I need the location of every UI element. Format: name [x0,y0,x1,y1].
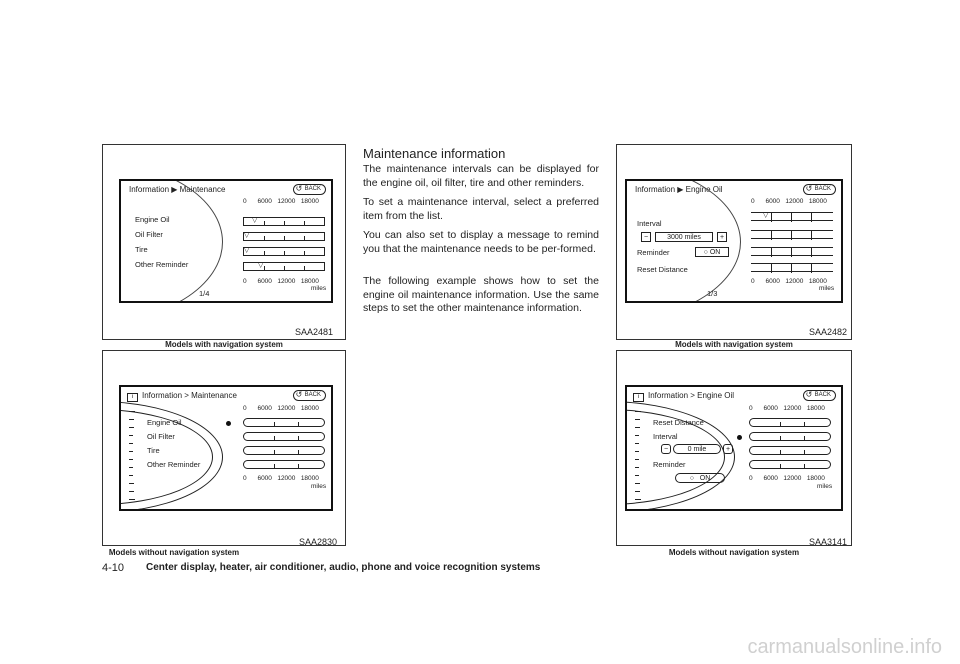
toggle-indicator-icon: ○ [703,249,708,256]
pointer-icon: ▽ [258,262,264,269]
scale-top: 0 6000 12000 18000 [751,198,827,205]
tire-bar [243,247,325,256]
paragraph-1: The maintenance intervals can be displayed for the engine oil, oil filter, tire and other reminders. [363,163,599,189]
screen-title: i Information > Engine Oil [633,391,734,402]
menu-item-tire[interactable]: Tire [135,245,148,254]
pointer-icon: ▽ [244,247,250,254]
screen-title: i Information > Maintenance [127,391,237,402]
engine-oil-bar [243,217,325,226]
page-indicator: 1/4 [199,289,210,298]
watermark: carmanualsonline.info [747,636,942,658]
reminder-label: Reminder [653,460,686,469]
back-button[interactable]: ↺ BACK [803,390,836,401]
pointer-icon: ▽ [763,212,769,219]
scale-top: 0 6000 12000 18000 [243,405,319,412]
reset-distance-item[interactable]: Reset Distance [637,265,688,274]
paragraph-2: To set a maintenance interval, select a preferred item from the list. [363,196,599,222]
reminder-toggle[interactable]: ○ ON [675,473,725,483]
page-indicator: 1/3 [707,289,718,298]
menu-item-oil-filter[interactable]: Oil Filter [135,230,163,239]
section-heading: Maintenance information [363,146,506,161]
interval-value: 3000 miles [655,232,713,242]
engine-oil-bar [243,418,325,427]
interval-bar [749,418,831,427]
selection-dot [737,435,742,440]
paragraph-3: You can also set to display a message to remind you that the maintenance needs to be per-formed. [363,229,599,255]
reminder-label: Reminder [637,248,670,257]
figure-maintenance-no-nav [102,350,346,557]
decrease-button[interactable]: − [661,444,671,454]
figure-engine-oil-no-nav [616,350,852,557]
scale-bottom: 0 6000 12000 18000 [243,278,319,285]
scale-top: 0 6000 12000 18000 [749,405,825,412]
display-screen [119,385,333,511]
scale-unit: miles [311,285,327,292]
back-button[interactable]: ↺ BACK [293,390,326,401]
figure-caption: Models with navigation system [675,340,793,349]
selection-dot [226,421,231,426]
paragraph-4: The following example shows how to set the engine oil maintenance information. Use the same steps to set the other maintenance information. [363,275,599,314]
interval-bar [749,432,831,441]
pointer-icon: ▽ [244,232,250,239]
increase-button[interactable]: + [723,444,733,454]
scale-unit: miles [311,483,327,490]
interval-bar [751,212,833,221]
tire-bar [243,446,325,455]
reminder-toggle[interactable]: ○ ON [695,247,729,257]
reset-distance-item[interactable]: Reset Distance [653,418,704,427]
menu-item-oil-filter[interactable]: Oil Filter [147,432,175,441]
interval-bar [749,446,831,455]
figure-code: SAA3141 [808,537,847,547]
interval-value: 0 mile [673,444,721,454]
figure-caption: Models without navigation system [108,548,240,557]
figure-code: SAA2481 [294,327,333,337]
interval-bar [749,460,831,469]
scale-bottom: 0 6000 12000 18000 [751,278,827,285]
menu-item-other-reminder[interactable]: Other Reminder [147,460,201,469]
figure-code: SAA2830 [298,537,337,547]
interval-bar [751,263,833,272]
menu-item-tire[interactable]: Tire [147,446,160,455]
figure-maintenance-nav [102,144,346,349]
chapter-title: Center display, heater, air conditioner, audio, phone and voice recognition systems [146,562,541,573]
interval-label: Interval [637,219,662,228]
menu-item-engine-oil[interactable]: Engine Oil [147,418,182,427]
figure-caption: Models with navigation system [165,340,283,349]
oil-filter-bar [243,232,325,241]
menu-item-engine-oil[interactable]: Engine Oil [135,215,170,224]
display-screen [625,385,843,511]
screen-title: Information ▶ Maintenance [129,185,226,194]
back-button[interactable]: ↺ BACK [293,184,326,195]
figure-code: SAA2482 [808,327,847,337]
page-number: 4-10 [102,562,125,574]
info-icon: i [633,393,644,402]
interval-bar [751,247,833,256]
menu-arc [119,179,226,303]
toggle-indicator-icon: ○ [689,475,694,482]
info-icon: i [127,393,138,402]
increase-button[interactable]: + [717,232,727,242]
scale-bottom: 0 6000 12000 18000 [243,475,319,482]
menu-item-other-reminder[interactable]: Other Reminder [135,260,189,269]
display-screen [119,179,333,303]
decrease-button[interactable]: − [641,232,651,242]
figure-caption: Models without navigation system [668,548,800,557]
screen-title: Information ▶ Engine Oil [635,185,723,194]
display-screen [625,179,843,303]
scale-top: 0 6000 12000 18000 [243,198,319,205]
figure-engine-oil-nav [616,144,852,349]
other-reminder-bar [243,460,325,469]
interval-label: Interval [653,432,678,441]
scale-unit: miles [817,483,833,490]
pointer-icon: ▽ [252,217,258,224]
back-button[interactable]: ↺ BACK [803,184,836,195]
other-reminder-bar [243,262,325,271]
interval-bar [751,230,833,239]
oil-filter-bar [243,432,325,441]
scale-bottom: 0 6000 12000 18000 [749,475,825,482]
scale-unit: miles [819,285,835,292]
